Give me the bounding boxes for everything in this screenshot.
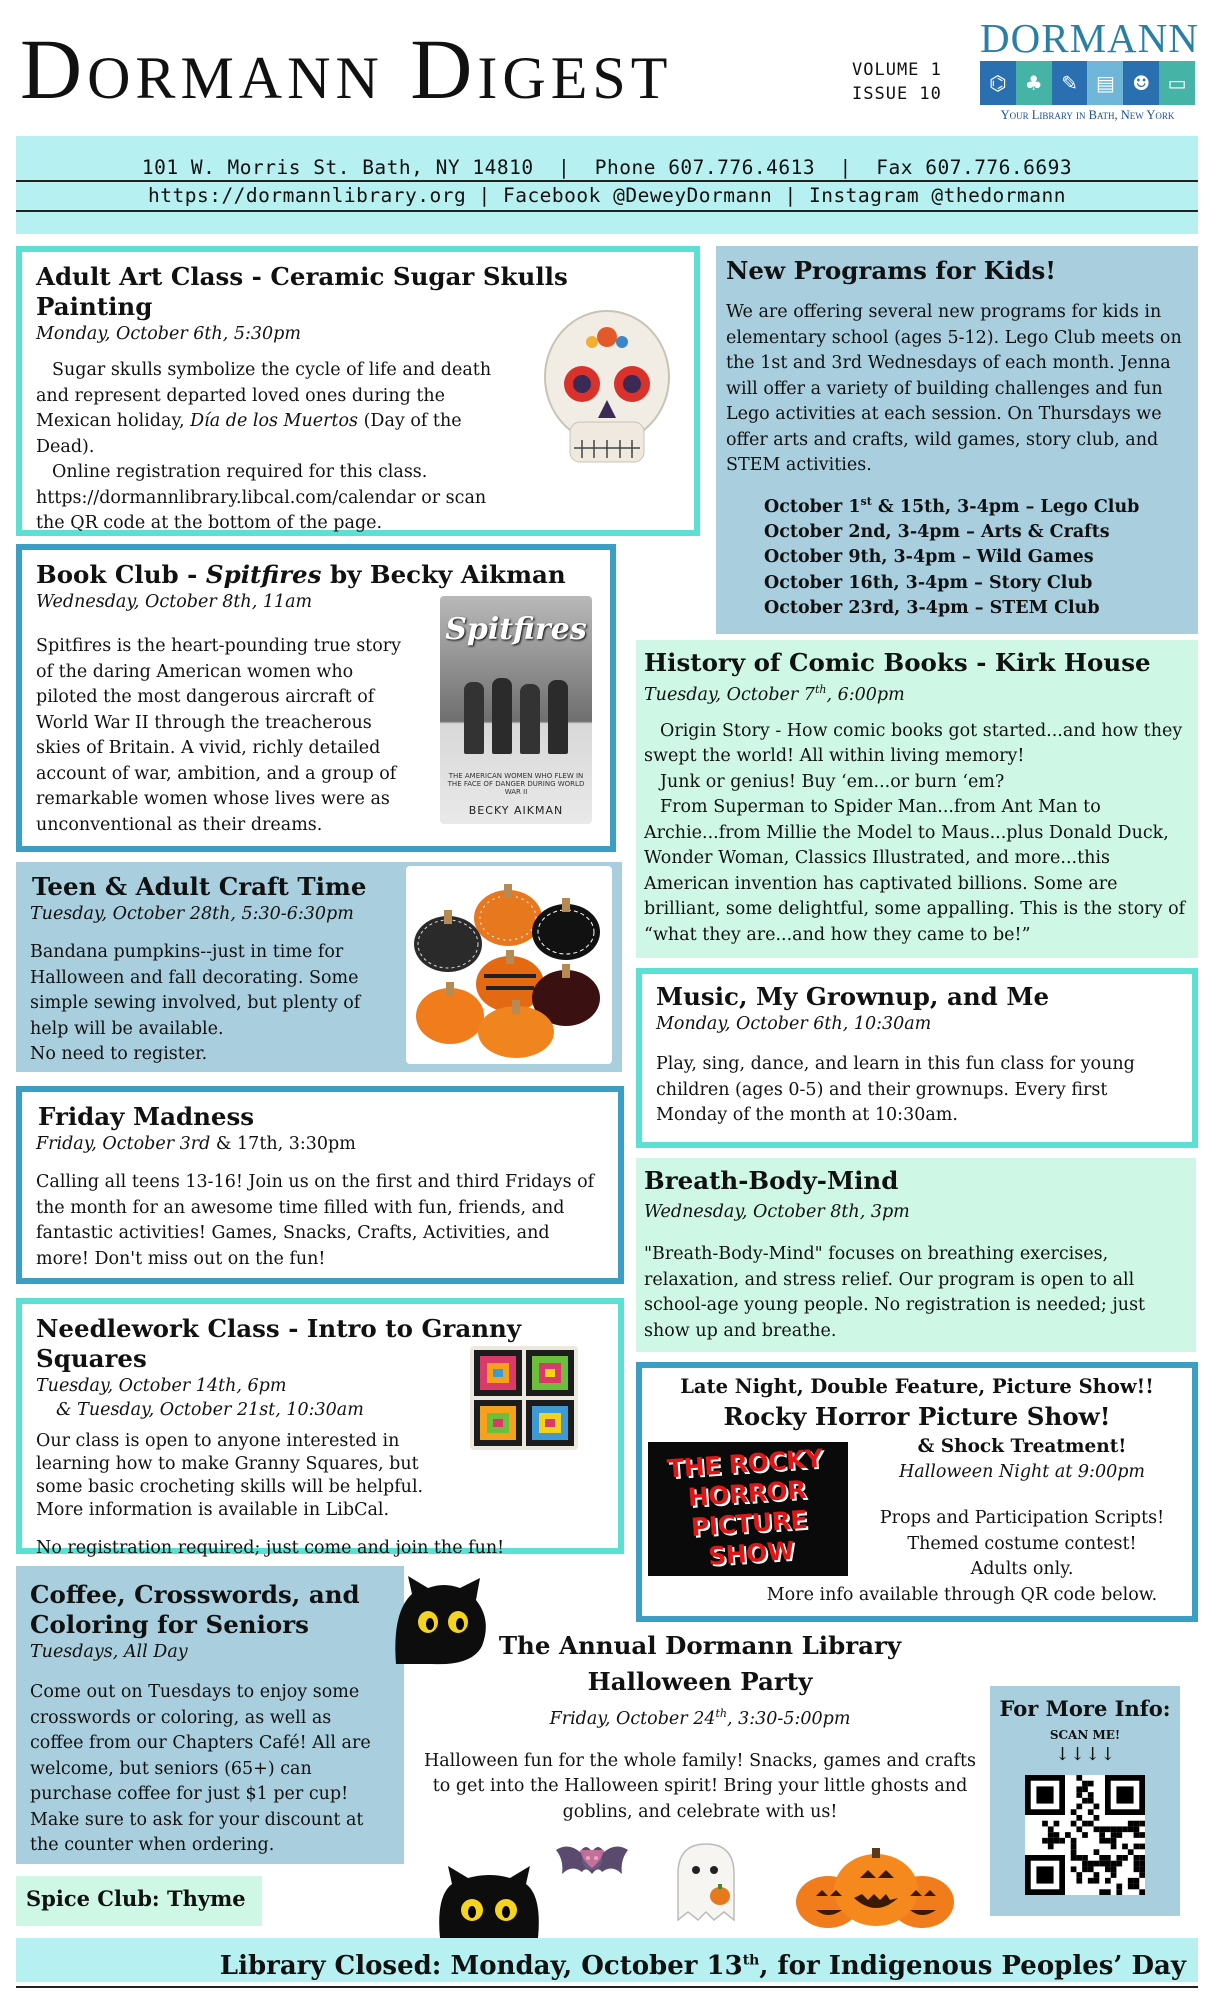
newsletter-title: Dormann Digest (20, 21, 673, 117)
more-info-section (990, 1686, 1180, 1916)
spice-club-section (16, 1876, 262, 1926)
logo-people-icon: ☻ (1123, 61, 1159, 105)
needlework-date-2: & Tuesday, October 21st, 10:30am (56, 1400, 364, 1420)
kids-schedule (764, 489, 1188, 622)
rocky-horror-poster-text: THE ROCKY HORROR PICTURE SHOW (666, 1443, 824, 1571)
comic-books-title: History of Comic Books - Kirk House (644, 648, 1151, 677)
breath-body-mind-date: Wednesday, October 8th, 3pm (644, 1202, 910, 1222)
coffee-seniors-date: Tuesdays, All Day (30, 1642, 188, 1662)
issue-info (852, 58, 942, 106)
logo-icon-strip (980, 61, 1195, 105)
breath-body-mind-section (636, 1158, 1196, 1352)
comic-books-section (636, 640, 1198, 958)
halloween-party-description: Halloween fun for the whole family! Snacks, games and crafts to get into the Halloween spirit! Bring your little ghosts and goblins, and celebrate with us! (423, 1750, 977, 1822)
book-cover-author: BECKY AIKMAN (468, 804, 564, 817)
comic-books-junk: Junk or genius! Buy ‘em...or burn ‘em? (660, 771, 1005, 792)
logo-laptop-icon: ▭ (1159, 61, 1195, 105)
art-class-registration: Online registration required for this class. https://dormannlibrary.libcal.com/calendar or scan the QR code at the bottom of the page. (36, 462, 487, 533)
art-class-section (16, 246, 700, 536)
book-club-title: Book Club - Spitfires by Becky Aikman (36, 560, 566, 589)
contact-divider-bottom (16, 210, 1198, 212)
bottom-rule (16, 1986, 1198, 1988)
comic-books-date: Tuesday, October 7th, 6:00pm (644, 683, 905, 705)
needlework-note: No registration required; just come and join the fun! (36, 1538, 505, 1558)
craft-time-date: Tuesday, October 28th, 5:30-6:30pm (30, 904, 354, 924)
rocky-horror-more-info: More info available through QR code below. (766, 1584, 1158, 1605)
halloween-party-date: Friday, October 24th, 3:30-5:00pm (549, 1707, 851, 1729)
kids-programs-description: We are offering several new programs for kids in elementary school (ages 5-12). Lego Club meets on the 1st and 3rd Wednesdays of each month. Jenna will offer a variety of building challenges and fun Lego activities at each session. On Thursdays we offer arts and crafts, wild games, story club, and STEM activities. (726, 302, 1182, 475)
rocky-horror-kicker: Late Night, Double Feature, Picture Show!! (680, 1375, 1154, 1398)
issue-label: ISSUE 10 (852, 84, 942, 104)
kids-programs-section (716, 246, 1198, 634)
jack-o-lantern-icon (790, 1842, 960, 1930)
qr-code[interactable] (1025, 1775, 1145, 1895)
book-club-date: Wednesday, October 8th, 11am (36, 592, 313, 612)
needlework-date-1: Tuesday, October 14th, 6pm (36, 1376, 287, 1396)
bandana-pumpkins-image (406, 866, 612, 1064)
friday-madness-description: Calling all teens 13-16! Join us on the first and third Fridays of the month for an awesome time filled with fun, friends, and fantastic activities! Games, Snacks, Crafts, Activities, and more! Don't miss out on the fun! (36, 1172, 595, 1269)
library-closed-text: Library Closed: Monday, October 13th, for Indigenous Peoples’ Day (219, 1950, 1186, 1981)
friday-madness-title: Friday Madness (38, 1102, 255, 1131)
book-cover-image (440, 596, 592, 824)
art-class-title: Adult Art Class - Ceramic Sugar Skulls Painting (36, 262, 568, 321)
logo-tree-icon: ♣ (1016, 61, 1052, 105)
art-class-date: Monday, October 6th, 5:30pm (36, 324, 301, 344)
library-logo (980, 15, 1199, 122)
coffee-seniors-description: Come out on Tuesdays to enjoy some crosswords or coloring, as well as coffee from our Chapters Café! All are welcome, but seniors (65+) can purchase coffee for just $1 per cup! Make sure to ask for your discount at the counter when ordering. (30, 1682, 371, 1855)
book-club-description: Spitfires is the heart-pounding true story of the daring American women who piloted the most dangerous aircraft of World War II through the treacherous skies of Britain. A vivid, richly detailed account of war, ambition, and a group of remarkable women whose lives were as unconventional as their dreams. (36, 636, 401, 835)
book-cover-figures (460, 674, 572, 754)
music-grownup-description: Play, sing, dance, and learn in this fun class for young children (ages 0-5) and their grownups. Every first Monday of the month at 10:30am. (656, 1054, 1135, 1125)
logo-pen-icon: ✎ (1052, 61, 1088, 105)
more-info-title: For More Info: (999, 1696, 1171, 1721)
breath-body-mind-title: Breath-Body-Mind (644, 1166, 899, 1195)
book-cover-subtitle: THE AMERICAN WOMEN WHO FLEW IN THE FACE OF DANGER DURING WORLD WAR II (447, 772, 585, 796)
needlework-description: Our class is open to anyone interested in learning how to make Granny Squares, but some basic crocheting skills will be helpful. More information is available in LibCal. (36, 1431, 424, 1520)
rocky-horror-props: Props and Participation Scripts! (879, 1508, 1165, 1528)
craft-time-title: Teen & Adult Craft Time (32, 872, 367, 901)
arrows-down-icon: ↓↓↓↓ (1054, 1744, 1116, 1765)
rocky-horror-title: Rocky Horror Picture Show! (723, 1402, 1111, 1431)
volume-label: VOLUME 1 (852, 60, 942, 80)
logo-book-icon: ▤ (1087, 61, 1123, 105)
comic-books-origin: Origin Story - How comic books got started...and how they swept the world! All within living memory! (644, 720, 1183, 767)
friday-madness-section (16, 1086, 624, 1284)
contact-address-line: 101 W. Morris St. Bath, NY 14810 | Phone 607.776.4613 | Fax 607.776.6693 (141, 156, 1073, 179)
black-cat-icon (392, 1576, 488, 1666)
book-club-section (16, 544, 616, 852)
breath-body-mind-description: "Breath-Body-Mind" focuses on breathing exercises, relaxation, and stress relief. Our program is open to all school-age young people. No registration is needed; just show up and breathe. (644, 1244, 1146, 1341)
kids-schedule-story: October 16th, 3-4pm – Story Club (764, 572, 1093, 593)
kids-schedule-games: October 9th, 3-4pm – Wild Games (764, 547, 1094, 568)
comic-books-description: From Superman to Spider Man...from Ant Man to Archie...from Millie the Model to Maus...plus Donald Duck, Wonder Woman, Classics Illustrated, and more...this American invention has captivated billions. Some are brilliant, some delightful, some appalling. This is the story of “what they are...and how they came to be!” (644, 797, 1186, 945)
needlework-section (16, 1298, 624, 1558)
contact-divider (16, 180, 1198, 182)
sugar-skull-image (532, 302, 682, 472)
kids-programs-title: New Programs for Kids! (726, 256, 1057, 285)
craft-time-section (16, 862, 622, 1072)
book-cover-title: Spitfires (445, 612, 587, 647)
logo-tagline: Your Library in Bath, New York (1000, 108, 1175, 122)
kids-schedule-lego: October 1st & 15th, 3-4pm – Lego Club (764, 494, 1140, 517)
craft-time-description: Bandana pumpkins--just in time for Halloween and fall decorating. Some simple sewing involved, but plenty of help will be available. (30, 942, 361, 1039)
art-class-description: Sugar skulls symbolize the cycle of life and death and represent departed loved ones during the Mexican holiday, Día de los Muertos (Day of the Dead). (36, 360, 492, 457)
spice-club-label: Spice Club: Thyme (26, 1886, 246, 1911)
contact-web-line: https://dormannlibrary.org | Facebook @DeweyDormann | Instagram @thedormann (148, 184, 1066, 207)
halloween-party-title-2: Halloween Party (587, 1667, 813, 1696)
granny-squares-image (470, 1346, 578, 1450)
halloween-party-title-1: The Annual Dormann Library (498, 1631, 902, 1660)
needlework-title: Needlework Class - Intro to Granny Squares (36, 1314, 522, 1373)
black-cat-peeking-icon (434, 1866, 544, 1938)
rocky-horror-adults: Adults only. (970, 1559, 1074, 1579)
kids-schedule-stem: October 23rd, 3-4pm – STEM Club (764, 598, 1100, 619)
library-closed-banner (16, 1938, 1198, 1982)
coffee-seniors-section (16, 1566, 404, 1864)
rocky-horror-costume: Themed costume contest! (907, 1533, 1137, 1554)
kids-schedule-arts: October 2nd, 3-4pm – Arts & Crafts (764, 521, 1110, 542)
friday-madness-date: Friday, October 3rd & 17th, 3:30pm (36, 1134, 356, 1154)
music-grownup-title: Music, My Grownup, and Me (656, 982, 1050, 1011)
logo-name: DORMANN (980, 15, 1199, 61)
contact-bar (16, 136, 1198, 234)
coffee-seniors-title: Coffee, Crosswords, and Coloring for Seniors (30, 1580, 360, 1639)
logo-wifi-icon: ⌬ (980, 61, 1016, 105)
rocky-horror-poster (648, 1442, 848, 1576)
craft-time-note: No need to register. (30, 1044, 208, 1064)
rocky-horror-subtitle: & Shock Treatment! (917, 1436, 1127, 1457)
scan-me-label: SCAN ME! (1049, 1728, 1121, 1742)
rocky-horror-date: Halloween Night at 9:00pm (898, 1462, 1146, 1482)
halloween-party-section (410, 1628, 990, 1825)
music-grownup-section (636, 968, 1198, 1148)
rocky-horror-section (636, 1362, 1198, 1622)
bat-icon (556, 1838, 628, 1890)
ghost-icon (672, 1840, 740, 1924)
music-grownup-date: Monday, October 6th, 10:30am (656, 1014, 932, 1034)
